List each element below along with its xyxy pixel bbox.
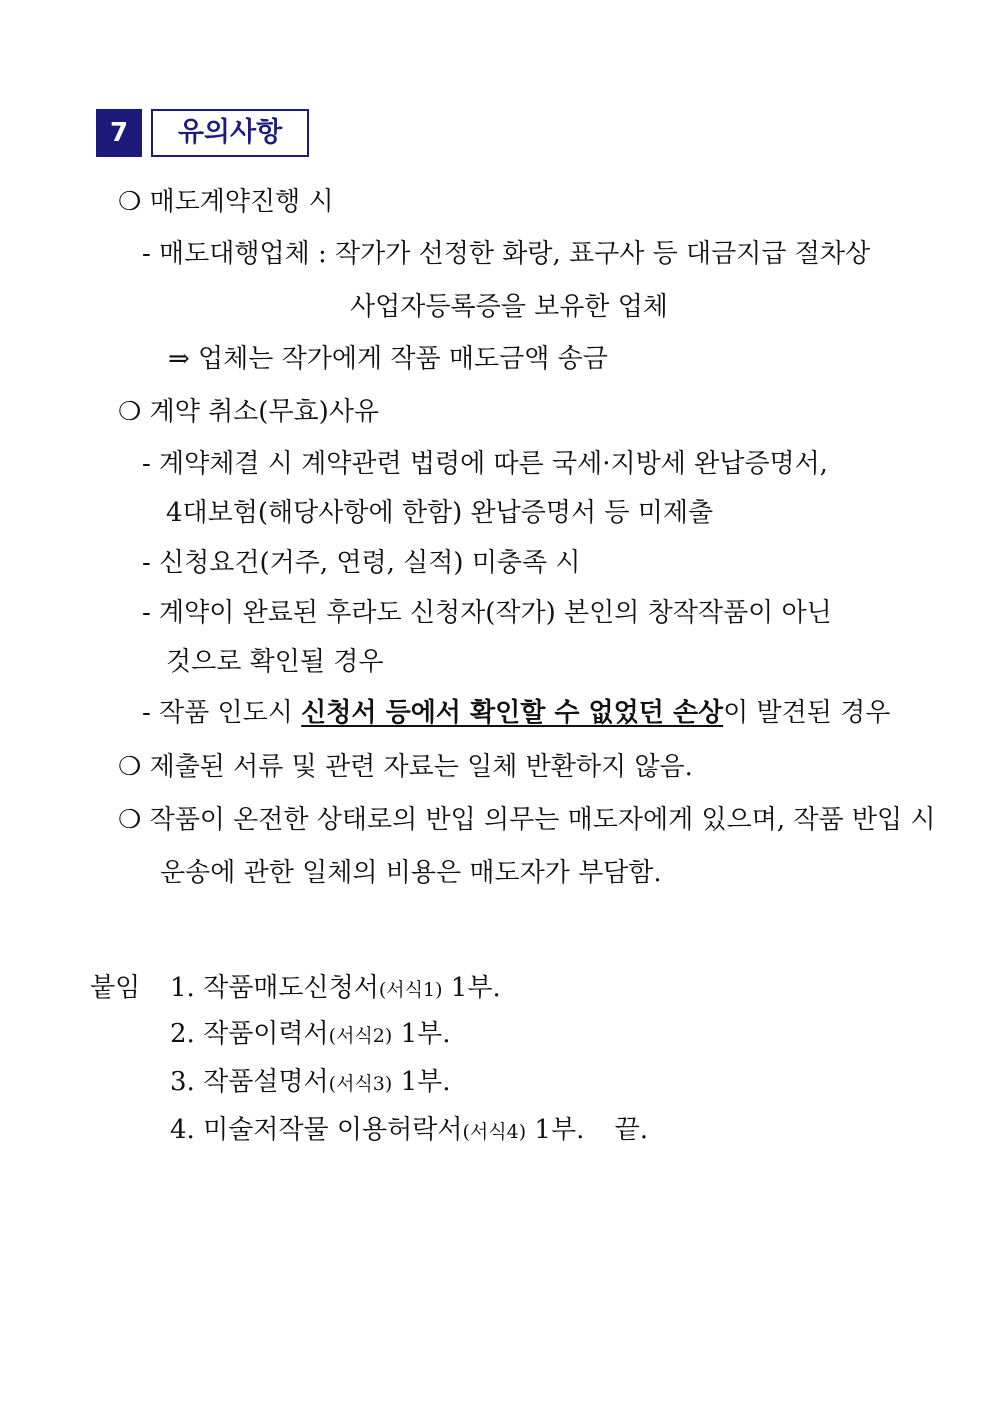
attachment-name: 작품매도신청서 [203, 973, 379, 1003]
bullet-contract-progress: ❍ 매도계약진행 시 [118, 187, 334, 217]
section-number: 7 [96, 109, 142, 157]
attachment-form: (서식4) [462, 1121, 527, 1143]
dash-tax-certificate-line2: 4대보험(해당사항에 한함) 완납증명서 등 미제출 [166, 498, 714, 528]
dash-damage-found [142, 696, 890, 730]
attachment-item [170, 1017, 451, 1053]
dash-damage-prefix: - 작품 인도시 [142, 698, 302, 728]
attachment-item [170, 971, 501, 1007]
dash-tax-certificate-line1: - 계약체결 시 계약관련 법령에 따른 국세·지방세 완납증명서, [142, 449, 828, 479]
attachment-item [170, 1113, 648, 1149]
attachment-number: 4. [170, 1115, 195, 1145]
bullet-delivery-duty-line2: 운송에 관한 일체의 비용은 매도자가 부담함. [160, 858, 662, 888]
dash-not-original-line2: 것으로 확인될 경우 [166, 647, 384, 677]
attachment-form: (서식1) [378, 979, 443, 1001]
attachment-number: 1. [170, 973, 195, 1003]
damage-emphasis: 신청서 등에서 확인할 수 없었던 손상 [301, 698, 724, 728]
attachment-name: 작품설명서 [203, 1067, 329, 1097]
attachment-name: 작품이력서 [203, 1019, 329, 1049]
section-title: 유의사항 [151, 109, 309, 157]
document-end-mark: 끝. [614, 1115, 648, 1145]
attachment-count: 1부. [534, 1115, 585, 1145]
attachment-number: 3. [170, 1067, 195, 1097]
dash-not-original-line1: - 계약이 완료된 후라도 신청자(작가) 본인의 창작작품이 아닌 [142, 598, 832, 628]
attachment-count: 1부. [450, 973, 501, 1003]
bullet-cancellation-reasons: ❍ 계약 취소(무효)사유 [118, 397, 380, 427]
attachment-count: 1부. [400, 1067, 451, 1097]
dash-damage-suffix: 이 발견된 경우 [723, 698, 891, 728]
dash-requirements-unmet: - 신청요건(거주, 연령, 실적) 미충족 시 [142, 548, 581, 578]
bullet-documents-not-returned: ❍ 제출된 서류 및 관련 자료는 일체 반환하지 않음. [118, 752, 693, 782]
attachment-number: 2. [170, 1019, 195, 1049]
bullet-delivery-duty-line1: ❍ 작품이 온전한 상태로의 반입 의무는 매도자에게 있으며, 작품 반입 시 [118, 805, 936, 835]
attachment-count: 1부. [400, 1019, 451, 1049]
dash-sales-agent-line2: 사업자등록증을 보유한 업체 [350, 292, 668, 322]
arrow-remittance: ⇒ 업체는 작가에게 작품 매도금액 송금 [168, 344, 608, 374]
attachment-form: (서식3) [328, 1073, 393, 1095]
dash-sales-agent-text: - 매도대행업체 : 작가가 선정한 화랑, 표구사 등 대금지급 절차상 [142, 239, 871, 269]
attachment-name: 미술저작물 이용허락서 [203, 1115, 463, 1145]
dash-sales-agent-line1 [142, 237, 898, 271]
attachment-form: (서식2) [328, 1025, 393, 1047]
attachments-label: 붙임 [90, 973, 141, 1003]
attachment-item [170, 1065, 451, 1101]
